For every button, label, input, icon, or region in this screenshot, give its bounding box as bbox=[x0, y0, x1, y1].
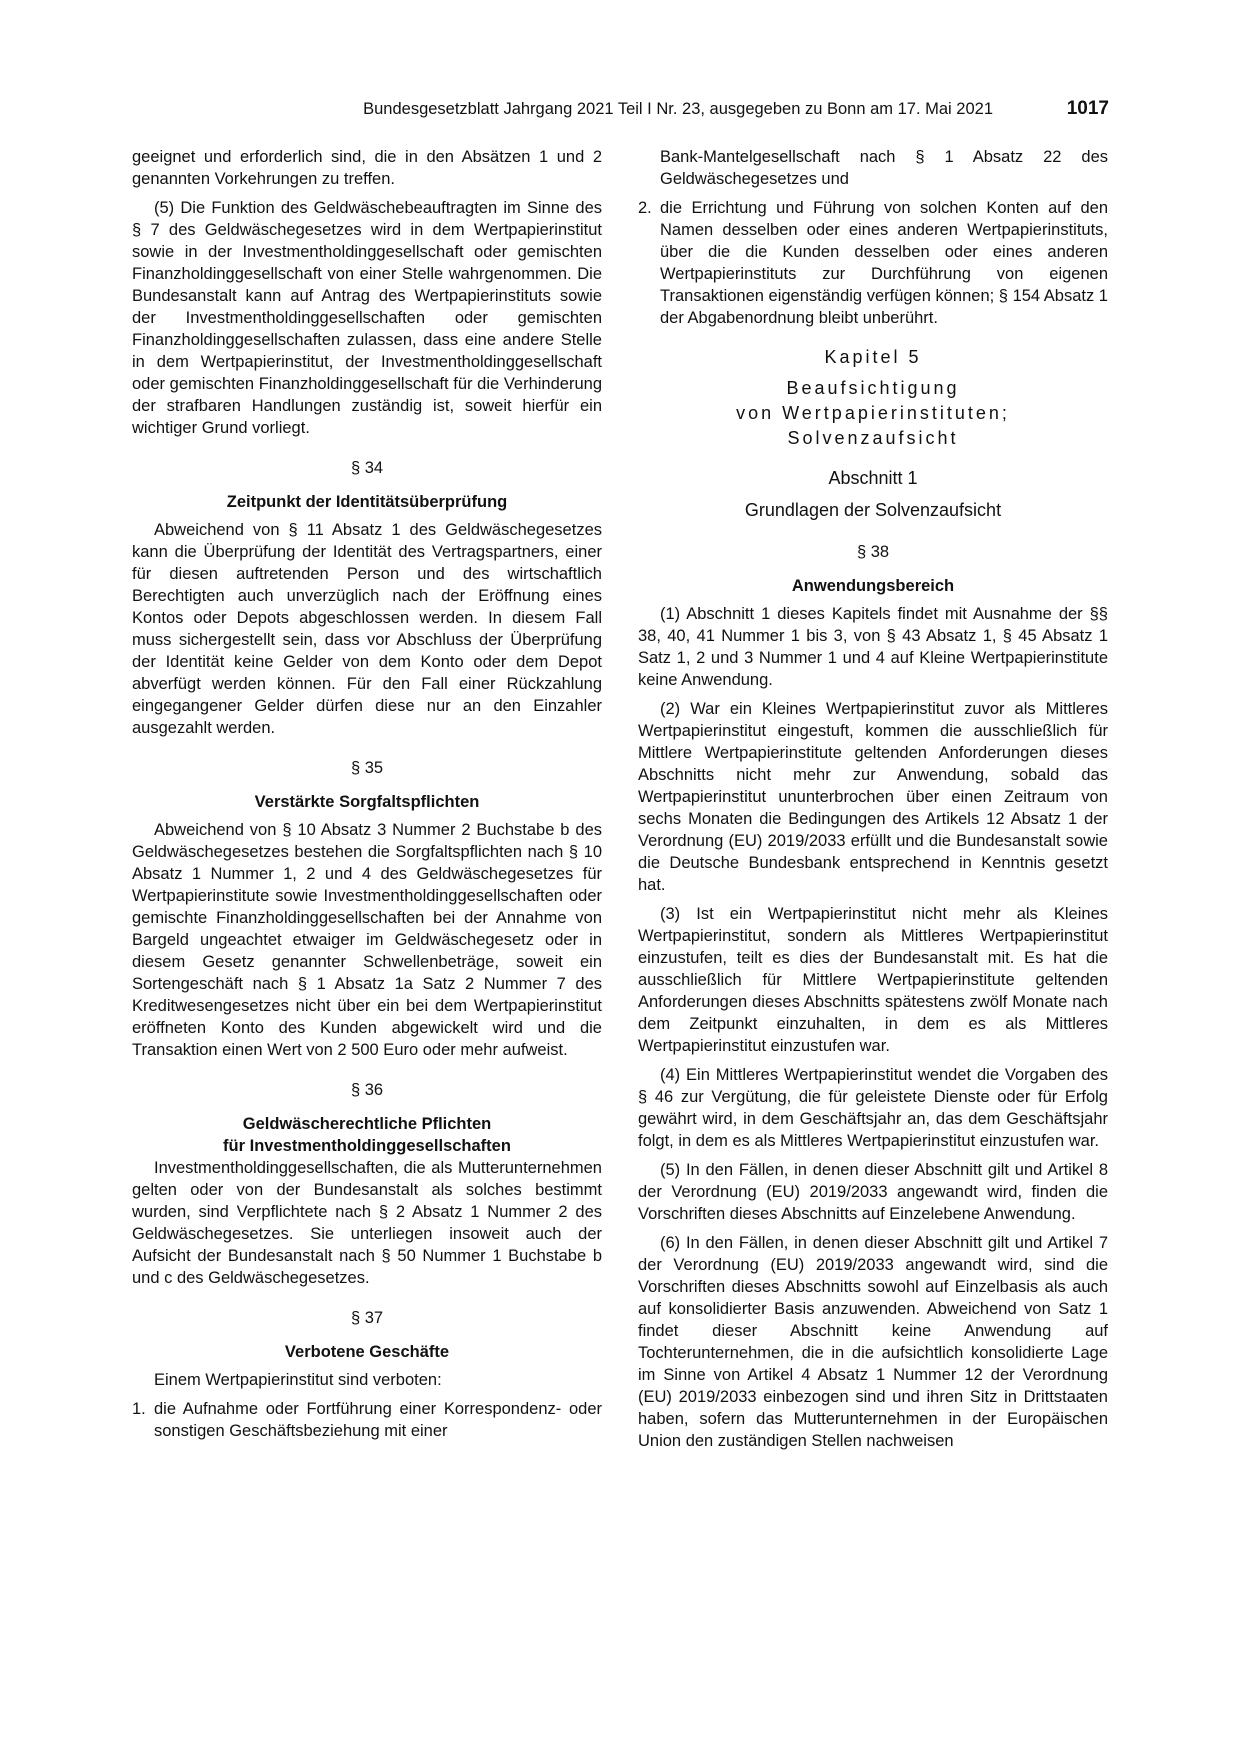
chapter-label: Kapitel 5 bbox=[824, 347, 922, 367]
section-38-paragraph-5: (5) In den Fällen, in denen dieser Abschnitt gilt und Artikel 8 der Verordnung (EU) 2019/2033 angewandt wird, finden die Vorschriften dieses Abschnitts auf Einzelebene Anwendung. bbox=[638, 1161, 1108, 1223]
section-38-title: Anwendungsbereich bbox=[791, 577, 955, 595]
section-38-paragraph-3: (3) Ist ein Wertpapierinstitut nicht mehr als Kleines Wertpapierinstitut, sondern als Mittleres Wertpapierinstitut einzustufen, teilt es dies der Bundesanstalt mit. Es hat die ausschließlich für Mittlere Wertpapierinstitute geltenden Anforderungen dieses Abschnitts spätestens zwölf Monate nach dem Zeitpunkt einzuhalten, in dem es als Mittleres Wertpapierinstitut einzustufen war. bbox=[638, 905, 1108, 1055]
continued-paragraph: geeignet und erforderlich sind, die in den Absätzen 1 und 2 genannten Vorkehrungen zu treffen. bbox=[132, 148, 602, 188]
gazette-title: Bundesgesetzblatt Jahrgang 2021 Teil I Nr. 23, ausgegeben zu Bonn am 17. Mai 2021 bbox=[363, 100, 993, 118]
section-38-paragraph-1: (1) Abschnitt 1 dieses Kapitels findet mit Ausnahme der §§ 38, 40, 41 Nummer 1 bis 3, von § 43 Absatz 1, § 45 Absatz 1 Satz 1, 2 und 3 Nummer 1 und 4 auf Kleine Wertpapierinstitute keine Anwendung. bbox=[638, 605, 1108, 689]
section-36-text: Investmentholdinggesellschaften, die als Mutterunternehmen gelten oder von der Bundesanstalt als solches bestimmt wurden, sind Verpflichtete nach § 2 Absatz 1 Nummer 2 des Geldwäschegesetzes. Sie unterliegen insoweit auch der Aufsicht der Bundesanstalt nach § 50 Nummer 1 Buchstabe b und c des Geldwäschegesetzes. bbox=[132, 1159, 602, 1287]
chapter-title-line-3: Solvenzaufsicht bbox=[787, 428, 959, 448]
chapter-title-line-2: von Wertpapierinstituten; bbox=[736, 403, 1010, 423]
list-item-number: 1. bbox=[132, 1400, 146, 1418]
subchapter-label: Abschnitt 1 bbox=[828, 468, 918, 488]
section-34-text: Abweichend von § 11 Absatz 1 des Geldwäschegesetzes kann die Überprüfung der Identität des Vertragspartners, einer für diesen auftretenden Person und des wirtschaftlich Berechtigten auch unverzüglich nach der Eröffnung eines Kontos oder Depots abgeschlossen werden. In diesem Fall muss sichergestellt sein, dass vor Abschluss der Überprüfung der Identität keine Gelder von dem Konto oder dem Depot abverfügt werden können. Für den Fall einer Rückzahlung eingegangener Gelder dürfen diese nur an den Einzahler ausgezahlt werden. bbox=[132, 521, 602, 737]
section-36-title bbox=[132, 1113, 602, 1157]
right-column bbox=[638, 146, 1108, 1459]
page-number: 1017 bbox=[1066, 98, 1109, 119]
paragraph-5: (5) Die Funktion des Geldwäschebeauftragten im Sinne des § 7 des Geldwäschegesetzes wird in dem Wertpapierinstitut sowie in der Investmentholdinggesellschaft oder gemischten Finanzholdinggesellschaft von einer Stelle wahrgenommen. Die Bundesanstalt kann auf Antrag des Wertpapierinstituts sowie der Investmentholdinggesellschaften oder gemischten Finanzholdinggesellschaften zulassen, dass eine andere Stelle in dem Wertpapierinstitut, der Investmentholdinggesellschaft oder gemischten Finanzholdinggesellschaft für die Verhinderung der strafbaren Handlungen zuständig ist, soweit hierfür ein wichtiger Grund vorliegt. bbox=[132, 199, 602, 437]
page-header bbox=[132, 98, 1109, 122]
section-37-title: Verbotene Geschäfte bbox=[284, 1343, 450, 1361]
section-35-title: Verstärkte Sorgfaltspflichten bbox=[254, 793, 480, 811]
section-36-title-line-1: Geldwäscherechtliche Pflichten bbox=[242, 1115, 492, 1133]
list-item bbox=[132, 1398, 602, 1442]
section-34-title: Zeitpunkt der Identitätsüberprüfung bbox=[226, 493, 508, 511]
section-34-number: § 34 bbox=[350, 459, 384, 477]
section-38-paragraph-6: (6) In den Fällen, in denen dieser Abschnitt gilt und Artikel 7 der Verordnung (EU) 2019/2033 angewandt wird, sind die Vorschriften dieses Abschnitts sowohl auf Einzelbasis als auch auf konsolidierter Basis anzuwenden. Abweichend von Satz 1 findet dieser Abschnitt keine Anwendung auf Tochterunternehmen, die in die aufsichtlich konsolidierte Lage im Sinne von Artikel 4 Absatz 1 Nummer 12 der Verordnung (EU) 2019/2033 einbezogen sind und ihren Sitz in Drittstaaten haben, sofern das Mutterunternehmen in der Europäischen Union den zuständigen Stellen nachweisen bbox=[638, 1234, 1108, 1450]
list-item-text: die Aufnahme oder Fortführung einer Korrespondenz- oder sonstigen Geschäftsbeziehung mit einer bbox=[154, 1400, 602, 1440]
section-38-paragraph-2: (2) War ein Kleines Wertpapierinstitut zuvor als Mittleres Wertpapierinstitut eingestuft, kommen die ausschließlich für Mittlere Wertpapierinstitute geltenden Anforderungen dieses Abschnitts nicht mehr zur Anwendung, sobald das Wertpapierinstitut ununterbrochen über einen Zeitraum von sechs Monaten die Bedingungen des Artikels 12 Absatz 1 der Verordnung (EU) 2019/2033 erfüllt und die Bundesanstalt sowie die Deutsche Bundesbank entsprechend in Kenntnis gesetzt hat. bbox=[638, 700, 1108, 894]
chapter-title-line-1: Beaufsichtigung bbox=[786, 378, 960, 398]
section-35-text: Abweichend von § 10 Absatz 3 Nummer 2 Buchstabe b des Geldwäschegesetzes bestehen die Sorgfaltspflichten nach § 10 Absatz 1 Nummer 1, 2 und 4 des Geldwäschegesetzes für Wertpapierinstitute sowie Investmentholdinggesellschaften oder gemischte Finanzholdinggesellschaften bei der Annahme von Bargeld ungeachtet etwaiger im Geldwäschegesetz oder in diesem Gesetz genannter Schwellenbeträge, soweit ein Sortengeschäft nach § 1 Absatz 1a Satz 2 Nummer 7 des Kreditwesengesetzes nicht über ein bei dem Wertpapierinstitut eröffneten Konto des Kunden abgewickelt wird und die Transaktion einen Wert von 2 500 Euro oder mehr aufweist. bbox=[132, 821, 602, 1059]
list-item bbox=[638, 197, 1108, 329]
section-37-number: § 37 bbox=[350, 1309, 384, 1327]
section-37-intro: Einem Wertpapierinstitut sind verboten: bbox=[154, 1371, 442, 1389]
section-38-paragraph-4: (4) Ein Mittleres Wertpapierinstitut wendet die Vorgaben des § 46 zur Vergütung, die für geleistete Dienste oder für Erfolg gewährt wird, in dem Geschäftsjahr an, das dem Geschäftsjahr folgt, in dem es als Mittleres Wertpapierinstitut einzustufen war. bbox=[638, 1066, 1108, 1150]
section-36-number: § 36 bbox=[350, 1081, 384, 1099]
list-item-text: die Errichtung und Führung von solchen Konten auf den Namen desselben oder eines anderen Wertpapierinstituts, über die die Kunden desselben oder eines anderen Wertpapierinstituts zur Durchführung von eigenen Transaktionen eigenständig verfügen können; § 154 Absatz 1 der Abgabenordnung bleibt unberührt. bbox=[660, 199, 1108, 327]
list-item-number: 2. bbox=[638, 199, 652, 217]
section-38-number: § 38 bbox=[856, 543, 890, 561]
section-35-number: § 35 bbox=[350, 759, 384, 777]
section-36-title-line-2: für Investmentholdinggesellschaften bbox=[223, 1137, 511, 1155]
subchapter-title: Grundlagen der Solvenzaufsicht bbox=[744, 500, 1002, 520]
list-item-continued: Bank-Mantelgesellschaft nach § 1 Absatz 22 des Geldwäschegesetzes und bbox=[660, 148, 1108, 188]
left-column bbox=[132, 146, 602, 1446]
chapter-title bbox=[638, 376, 1108, 451]
